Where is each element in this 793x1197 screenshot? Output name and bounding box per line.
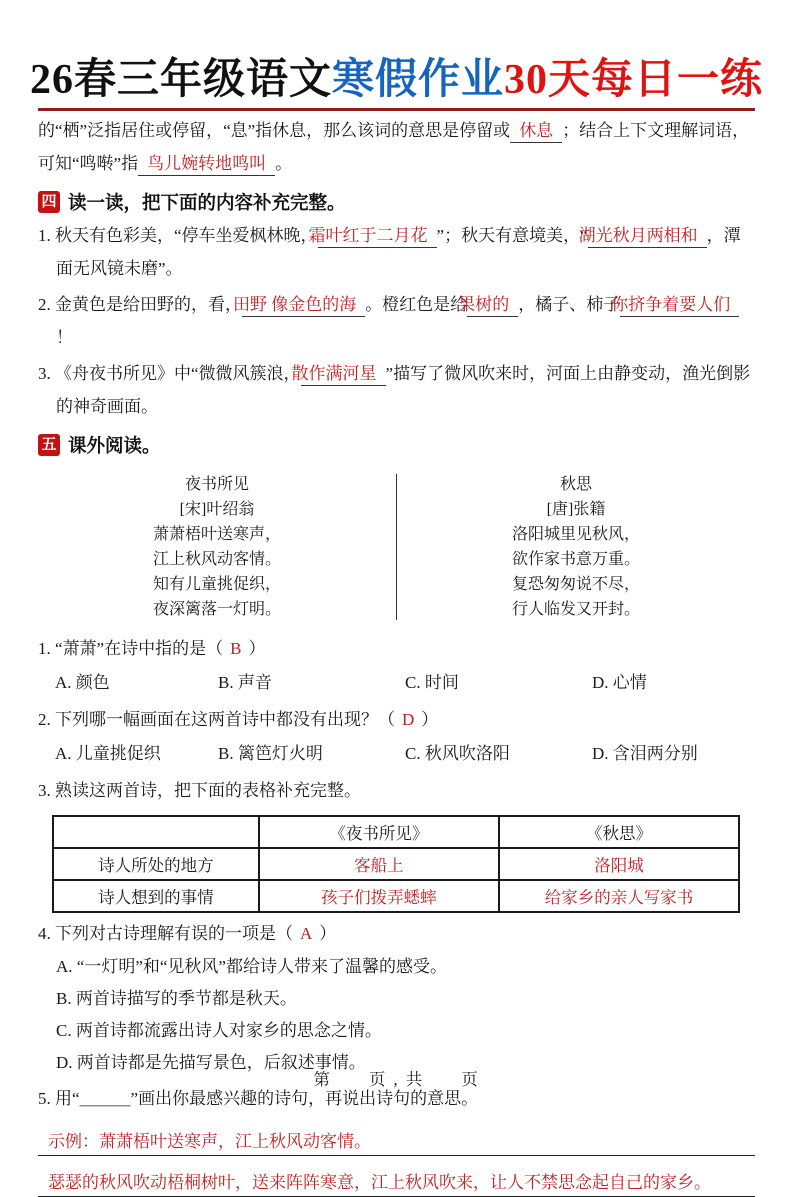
intro-paragraph — [38, 114, 755, 180]
q2-option-c: C. 秋风吹洛阳 — [405, 744, 510, 764]
item1-blank-2: 湖光秋月两相和 — [588, 225, 707, 247]
title-part-black: 26春三年级语文 — [29, 57, 332, 103]
item2-text-2: 。橙红色是给 — [365, 295, 468, 315]
poem-left-line: 萧萧梧叶送寒声， — [152, 526, 281, 544]
question-1-options — [38, 667, 755, 699]
q2-option-d: D. 含泪两分别 — [592, 744, 698, 764]
poem-right-line: 复恐匆匆说不尽， — [511, 576, 640, 594]
table-header-empty — [53, 816, 259, 848]
table-row1-answer2: 洛阳城 — [499, 848, 739, 880]
section4-item-3 — [38, 357, 755, 423]
q4-option-c: C. 两首诗都流露出诗人对家乡的思念之情。 — [56, 1021, 382, 1041]
poem-right-title: 秋思 — [559, 476, 592, 494]
table-row2-answer2: 给家乡的亲人写家书 — [499, 880, 739, 912]
item1-text-1: 秋天有色彩美，“停车坐爱枫林晚， — [50, 226, 318, 246]
item3-text-2: ”描写了微风吹来时，河面上由静变动，渔光倒影的神奇画面。 — [56, 364, 751, 417]
title-part-red: 30天每日一练 — [504, 57, 764, 103]
q1-stem-tail: ） — [248, 639, 266, 659]
item1-number: 1. — [38, 226, 51, 246]
title-rule — [38, 108, 755, 111]
item3-number: 3. — [38, 364, 51, 384]
table-row1-answer1: 客船上 — [259, 848, 499, 880]
poems-section — [38, 468, 755, 628]
section4-item-2 — [38, 288, 755, 354]
question-2-options — [38, 738, 755, 770]
table-header-poem2: 《秋思》 — [499, 816, 739, 848]
item2-blank-3: 你挤争着要人们 — [620, 294, 739, 316]
item2-blank-2: 果树的 — [467, 294, 518, 316]
intro-line-1 — [38, 114, 755, 147]
item1-blank-1: 霜叶红于二月花 — [318, 225, 437, 247]
table-header-poem1: 《夜书所见》 — [259, 816, 499, 848]
table-row2-label: 诗人想到的事情 — [53, 880, 259, 912]
question-1-stem — [38, 633, 755, 665]
q4-option-d: D. 两首诗都是先描写景色，后叙述事情。 — [56, 1053, 366, 1073]
q1-option-d: D. 心情 — [592, 673, 647, 693]
item2-text-4: ！ — [56, 328, 73, 348]
poem-left-title: 夜书所见 — [184, 476, 249, 494]
item2-number: 2. — [38, 295, 51, 315]
question-3-stem: 3. 熟读这两首诗，把下面的表格补充完整。 — [38, 781, 361, 801]
q1-stem-text: 1. “萧萧”在诗中指的是（ — [38, 639, 224, 659]
table-row — [53, 880, 739, 912]
section5-badge: 五 — [38, 434, 60, 456]
section4-badge: 四 — [38, 191, 60, 213]
q2-option-b: B. 篱笆灯火明 — [218, 744, 323, 764]
q2-stem-text: 2. 下列哪一幅画面在这两首诗中都没有出现？（ — [38, 710, 395, 730]
q5-answer-line-1: 示例：萧萧梧叶送寒声，江上秋风动客情。 — [38, 1130, 755, 1156]
intro-line-2 — [38, 147, 755, 180]
intro-blank-1: 休息 — [510, 120, 562, 142]
q1-option-b: B. 声音 — [218, 673, 272, 693]
poem-right-line: 洛阳城里见秋风， — [511, 526, 640, 544]
question-2-stem — [38, 704, 755, 736]
title-part-blue: 寒假作业 — [331, 57, 504, 103]
question-5-stem: 5. 用“＿＿＿”画出你最感兴趣的诗句，再说出诗句的意思。 — [38, 1089, 479, 1109]
page-footer: 第 页 , 共 页 — [313, 1070, 480, 1089]
item1-text-3: ，潭面无风镜未磨”。 — [56, 226, 741, 279]
intro-blank-2: 鸟儿婉转地鸣叫 — [138, 153, 275, 175]
section4-heading — [38, 189, 755, 215]
poem-left-author: [宋]叶绍翁 — [179, 501, 255, 519]
intro-line1-tail: ；结合上下文理解词语， — [562, 121, 750, 141]
q5-answer-line-2: 瑟瑟的秋风吹动梧桐树叶，送来阵阵寒意，江上秋风吹来，让人不禁思念起自己的家乡。 — [38, 1171, 755, 1197]
intro-line2-text: 可知“鸣啭”指 — [38, 154, 139, 174]
item3-blank-1: 散作满河星 — [301, 363, 386, 385]
q4-option-a: A. “一灯明”和“见秋风”都给诗人带来了温馨的感受。 — [56, 957, 447, 977]
q4-answer: A — [300, 924, 313, 944]
q2-stem-tail: ） — [421, 710, 439, 730]
q2-option-a: A. 儿童挑促织 — [55, 744, 161, 764]
item2-blank-1: 田野 像金色的海 — [242, 294, 365, 316]
poem-right-line: 欲作家书意万重。 — [511, 551, 640, 569]
item2-text-3: ，橘子、柿子 — [518, 295, 621, 315]
table-row2-answer1: 孩子们拨弄蟋蟀 — [259, 880, 499, 912]
poem-right — [397, 472, 755, 622]
poem-right-line: 行人临发又开封。 — [511, 601, 640, 619]
q4-stem-tail: ） — [319, 924, 337, 944]
item1-text-2: ”；秋天有意境美，“ — [436, 226, 588, 246]
question-4-stem — [38, 918, 755, 950]
q1-answer: B — [230, 639, 242, 659]
q1-option-c: C. 时间 — [405, 673, 459, 693]
poem-left-line: 夜深篱落一灯明。 — [152, 601, 281, 619]
poem-left — [38, 472, 396, 622]
q2-answer: D — [402, 710, 415, 730]
q4-option-b: B. 两首诗描写的季节都是秋天。 — [56, 989, 297, 1009]
page-content — [0, 108, 793, 1197]
question-3-table — [52, 815, 740, 913]
poem-left-line: 知有儿童挑促织， — [152, 576, 281, 594]
item2-text-1: 金黄色是给田野的，看， — [50, 295, 242, 315]
item3-text-1: 《舟夜书所见》中“微微风簇浪， — [50, 364, 301, 384]
section4-item-1 — [38, 219, 755, 285]
q4-stem-text: 4. 下列对古诗理解有误的一项是（ — [38, 924, 293, 944]
section5-heading — [38, 432, 755, 458]
intro-line2-tail: 。 — [275, 154, 293, 174]
table-row — [53, 848, 739, 880]
intro-line1-text: 的“栖”泛指居住或停留，“息”指休息，那么该词的意思是停留或 — [38, 121, 511, 141]
poem-right-author: [唐]张籍 — [546, 501, 606, 519]
poem-left-line: 江上秋风动客情。 — [152, 551, 281, 569]
section5-title: 课外阅读。 — [68, 435, 161, 457]
table-header-row — [53, 816, 739, 848]
q1-option-a: A. 颜色 — [55, 673, 110, 693]
page-title — [0, 0, 793, 104]
table-row1-label: 诗人所处的地方 — [53, 848, 259, 880]
section4-title: 读一读，把下面的内容补充完整。 — [68, 192, 346, 214]
